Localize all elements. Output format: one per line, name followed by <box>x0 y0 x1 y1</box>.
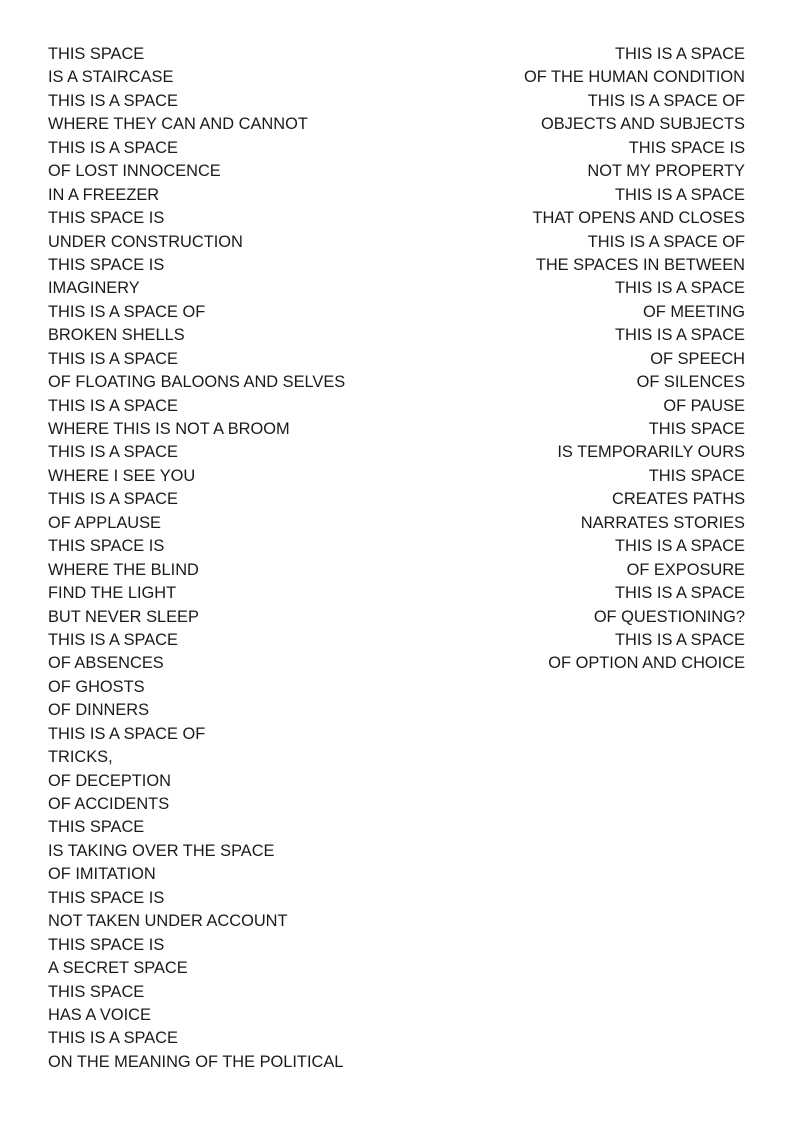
poem-line: THIS SPACE IS <box>48 209 165 228</box>
poem-line: WHERE THEY CAN AND CANNOT <box>48 115 308 134</box>
poem-line: THIS SPACE <box>48 982 145 1001</box>
poem-line: IN A FREEZER <box>48 185 160 204</box>
poem-line: NOT MY PROPERTY <box>587 162 745 181</box>
poem-line: WHERE THIS IS NOT A BROOM <box>48 420 290 438</box>
poem-line: THIS IS A SPACE <box>615 326 745 345</box>
poem-line: OF MEETING <box>643 302 745 321</box>
poem-line: OF OPTION AND CHOICE <box>548 654 745 673</box>
poem-line: OF LOST INNOCENCE <box>48 162 221 181</box>
poem-line: THIS IS A SPACE <box>48 349 178 368</box>
poem-line: THIS SPACE IS <box>628 138 745 157</box>
poem-line: THIS IS A SPACE OF <box>48 302 206 321</box>
poem-line: NOT TAKEN UNDER ACCOUNT <box>48 912 288 931</box>
poem-line: THIS IS A SPACE OF <box>587 232 745 251</box>
poem-line: THIS IS A SPACE <box>48 630 178 649</box>
poem-line: THIS SPACE <box>648 420 745 438</box>
poem-line: THE SPACES IN BETWEEN <box>535 255 745 274</box>
poem-line: OF DINNERS <box>48 701 150 720</box>
poem-line: OF GHOSTS <box>48 677 145 696</box>
poem-line: THIS IS A SPACE <box>615 45 745 63</box>
poem-line: OF PAUSE <box>663 396 745 415</box>
poem-line: OF QUESTIONING? <box>593 607 745 626</box>
poem-line: CREATES PATHS <box>612 490 745 509</box>
poem-line: OF ABSENCES <box>48 654 164 673</box>
poem-line: IS TEMPORARILY OURS <box>557 443 745 462</box>
poem-line: THIS IS A SPACE <box>48 91 178 110</box>
poem-line: THIS SPACE IS <box>48 935 165 954</box>
poem-line: BUT NEVER SLEEP <box>48 607 199 626</box>
poem-line: THAT OPENS AND CLOSES <box>532 209 745 228</box>
poem-line: OF EXPOSURE <box>626 560 745 579</box>
poem-line: THIS IS A SPACE <box>615 279 745 298</box>
poem-line: THIS IS A SPACE <box>615 584 745 603</box>
poem-line: THIS SPACE IS <box>48 255 165 274</box>
poem-line: THIS SPACE IS <box>48 888 165 907</box>
poem-line: THIS IS A SPACE <box>615 630 745 649</box>
poem-line: THIS IS A SPACE <box>48 443 178 462</box>
poem-line: THIS IS A SPACE <box>48 490 178 509</box>
poem-line: IS TAKING OVER THE SPACE <box>48 841 275 860</box>
poem-line: IMAGINERY <box>48 279 140 298</box>
poem-line: THIS SPACE IS <box>48 537 165 556</box>
poem-line: WHERE I SEE YOU <box>48 466 196 485</box>
poem-line: OF SILENCES <box>636 373 745 392</box>
poem-line: THIS IS A SPACE <box>48 138 178 157</box>
poem-line: THIS IS A SPACE <box>615 185 745 204</box>
poem-line: OF FLOATING BALOONS AND SELVES <box>48 373 346 392</box>
poem-line: OF APPLAUSE <box>48 513 161 532</box>
poem-line: OF IMITATION <box>48 865 156 884</box>
poem-line: ON THE MEANING OF THE POLITICAL <box>48 1052 344 1071</box>
poem-line: THIS SPACE <box>648 466 745 485</box>
poem-line: THIS IS A SPACE OF <box>48 724 206 743</box>
poem-line: OF THE HUMAN CONDITION <box>524 68 745 87</box>
poem-line: FIND THE LIGHT <box>48 584 177 603</box>
poem-line: THIS IS A SPACE OF <box>587 91 745 110</box>
poem-line: NARRATES STORIES <box>580 513 745 532</box>
poem-line: THIS SPACE <box>48 818 145 837</box>
poem-line: OF ACCIDENTS <box>48 795 170 813</box>
poem-line: THIS IS A SPACE <box>48 1029 178 1048</box>
poem-line: OF SPEECH <box>650 349 745 368</box>
poem-line: TRICKS, <box>48 748 113 767</box>
poem-line: OF DECEPTION <box>48 771 171 790</box>
poem-right-column <box>524 43 745 676</box>
poem-line: THIS IS A SPACE <box>48 396 178 415</box>
poem-line: THIS SPACE <box>48 45 145 63</box>
poem-line: IS A STAIRCASE <box>48 68 174 87</box>
poem-line: WHERE THE BLIND <box>48 560 199 579</box>
poem-line: HAS A VOICE <box>48 1005 151 1024</box>
poem-line: OBJECTS AND SUBJECTS <box>540 115 745 134</box>
poem-line: UNDER CONSTRUCTION <box>48 232 243 251</box>
poem-line: A SECRET SPACE <box>48 959 188 978</box>
poem-line: THIS IS A SPACE <box>615 537 745 556</box>
poem-line: BROKEN SHELLS <box>48 326 185 345</box>
poem-left-column <box>48 43 345 1074</box>
